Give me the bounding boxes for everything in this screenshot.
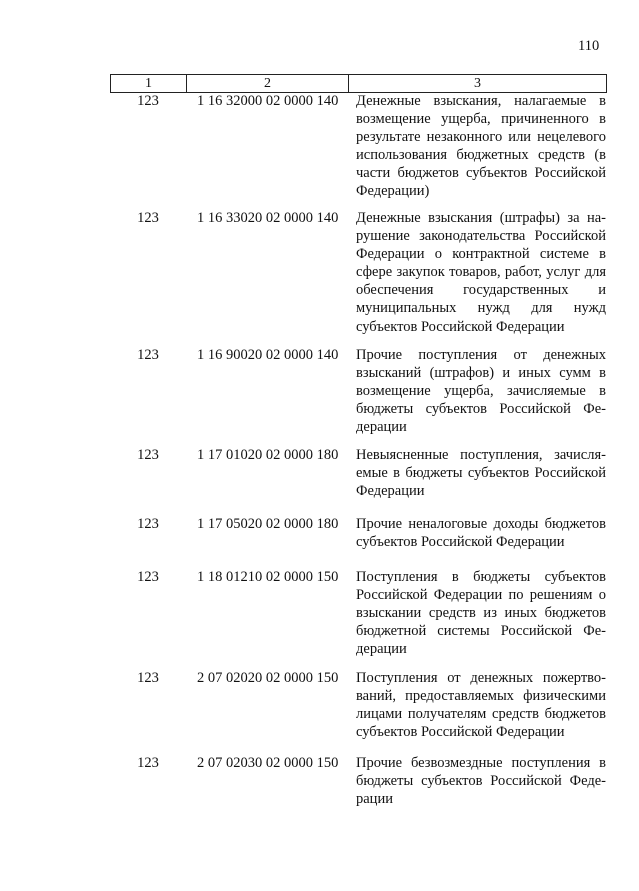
admin-code: 123 [137, 516, 159, 532]
admin-code: 123 [137, 670, 159, 686]
admin-code: 123 [137, 93, 159, 109]
revenue-code: 1 17 01020 02 0000 180 [197, 447, 339, 463]
revenue-code: 1 16 32000 02 0000 140 [197, 93, 339, 109]
admin-code: 123 [137, 347, 159, 363]
admin-code: 123 [137, 447, 159, 463]
column-header-2: 2 [187, 75, 349, 93]
revenue-code: 2 07 02030 02 0000 150 [197, 755, 339, 771]
revenue-name: Невыясненные поступления, зачисляемые в бюджеты субъектов Российской Федерации [356, 447, 606, 500]
column-header-1: 1 [111, 75, 187, 93]
page-number: 110 [578, 38, 600, 54]
revenue-name: Прочие неналоговые доходы бюджетов субъектов Российской Федерации [356, 516, 606, 551]
revenue-code: 2 07 02020 02 0000 150 [197, 670, 339, 686]
admin-code: 123 [137, 569, 159, 585]
admin-code: 123 [137, 210, 159, 226]
admin-code: 123 [137, 755, 159, 771]
revenue-code: 1 17 05020 02 0000 180 [197, 516, 339, 532]
revenue-code: 1 18 01210 02 0000 150 [197, 569, 339, 585]
revenue-code: 1 16 90020 02 0000 140 [197, 347, 339, 363]
column-header-table [110, 74, 607, 93]
revenue-name: Прочие поступления от денежных взысканий (штрафов) и иных сумм в возмещение ущерба, зачисляемые в бюджеты субъектов Российской Федерации [356, 347, 606, 436]
column-header-row [111, 75, 607, 93]
revenue-name: Прочие безвозмездные поступления в бюджеты субъектов Российской Федерации [356, 755, 606, 808]
revenue-name: Денежные взыскания (штрафы) за нарушение законодательства Российской Федерации о контрактной системе в сфере закупок товаров, работ, услуг для обеспечения государственных и муниципальных нужд для нужд субъектов Российской Федерации [356, 210, 606, 335]
revenue-name: Денежные взыскания, налагаемые в возмещение ущерба, причиненного в результате незаконного или нецелевого использования бюджетных средств (в части бюджетов субъектов Российской Федерации) [356, 93, 606, 200]
revenue-name: Поступления в бюджеты субъектов Российской Федерации по решениям о взыскании средств из иных бюджетов бюджетной системы Российской Федерации [356, 569, 606, 658]
revenue-code: 1 16 33020 02 0000 140 [197, 210, 339, 226]
revenue-name: Поступления от денежных пожертвований, предоставляемых физическими лицами получателям средств бюджетов субъектов Российской Федерации [356, 670, 606, 741]
column-header-3: 3 [349, 75, 607, 93]
